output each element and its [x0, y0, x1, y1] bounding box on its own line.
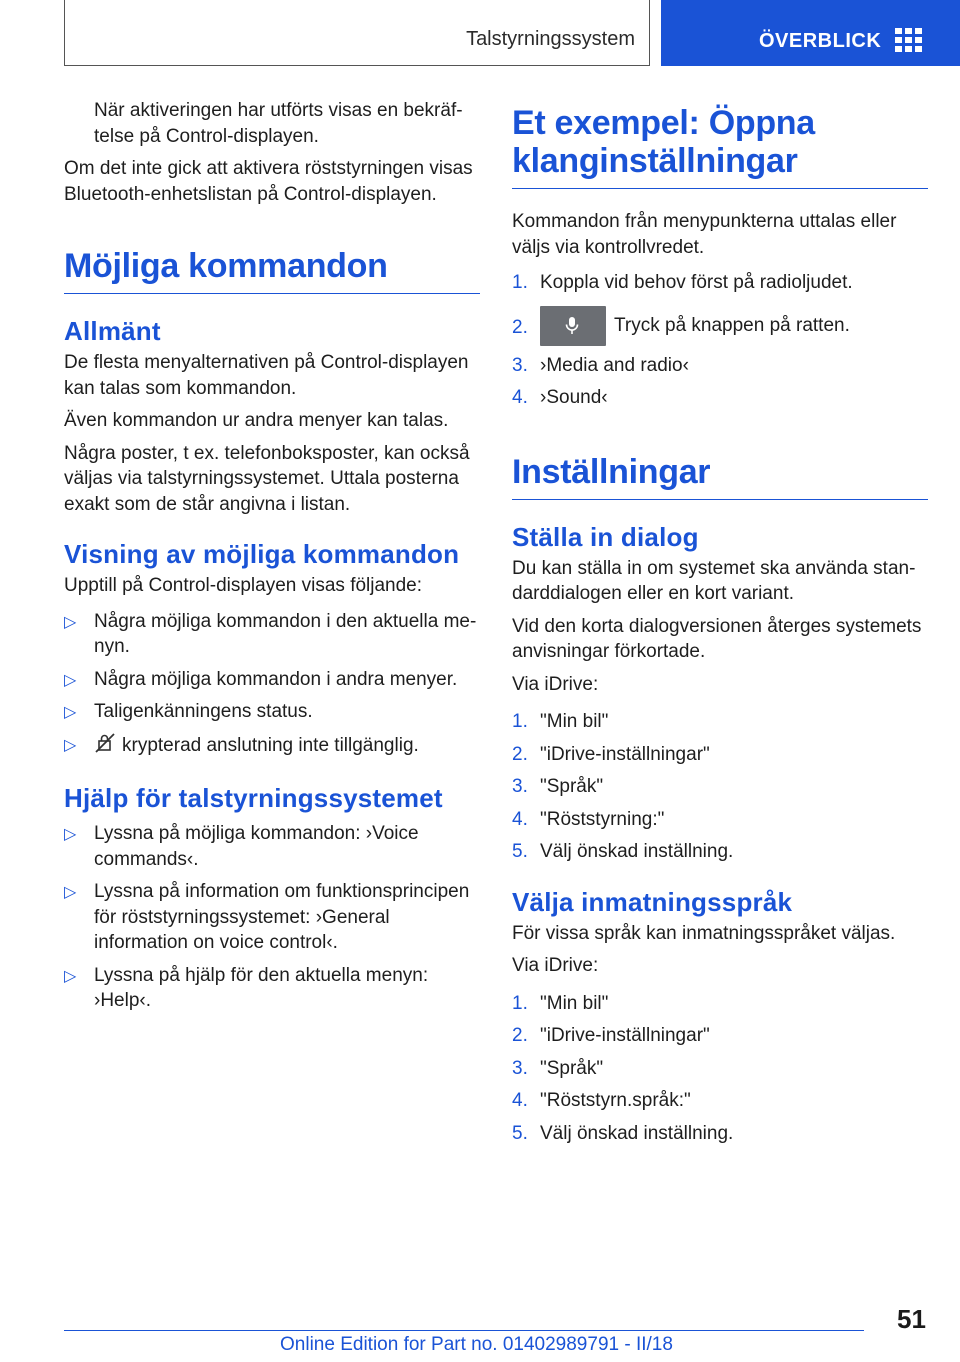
- list-item: ▷ Lyssna på hjälp för den aktuella menyn: ›Help‹.: [64, 964, 429, 1011]
- header-section-box: [64, 0, 650, 66]
- list-item: ▷ Lyssna på information om funktionsprincipen för röststyrningssystemet: ›General information on voice control‹.: [64, 881, 470, 953]
- footer-divider: [64, 1330, 864, 1331]
- paragraph: Även kommandon ur andra menyer kan talas.: [64, 410, 449, 431]
- numbered-item: 1. "Min bil": [512, 992, 609, 1014]
- numbered-item: 1. "Min bil": [512, 711, 609, 732]
- heading-stalla-in-dialog: Ställa in dialog: [512, 521, 699, 552]
- list-item: ▷ Några möjliga kommandon i den aktuella me-nyn.: [64, 610, 477, 657]
- paragraph: Upptill på Control-displayen visas följande:: [64, 575, 423, 596]
- numbered-item: 3. "Språk": [512, 1057, 604, 1079]
- list-item: ▷ Taligenkänningens status.: [64, 699, 480, 725]
- heading-example: Et exempel: Öppna klanginställningar: [512, 98, 928, 189]
- numbered-item: 4. "Röststyrning:": [512, 808, 665, 830]
- paragraph: Du kan ställa in om systemet ska använda stan-darddialogen eller en kort variant.: [512, 557, 916, 604]
- grid-icon: [895, 28, 923, 52]
- list-item: ▷ Lyssna på möjliga kommandon: ›Voice commands‹.: [64, 823, 419, 870]
- triangle-bullet-icon: ▷: [64, 736, 77, 754]
- list-item: ▷ krypterad anslutning inte tillgänglig.: [64, 732, 480, 762]
- paragraph: Kommandon från menypunkterna uttalas eller väljs via kontrollvredet.: [512, 211, 897, 258]
- heading-installningar: Inställningar: [512, 453, 928, 500]
- numbered-item: 3. "Språk": [512, 776, 604, 797]
- unencrypted-connection-icon: [94, 732, 116, 762]
- paragraph: Vid den korta dialogversionen återges systemets anvisningar förkortade.: [512, 615, 922, 662]
- numbered-item: 2. "iDrive-inställningar": [512, 1025, 710, 1046]
- triangle-bullet-icon: ▷: [64, 967, 77, 985]
- heading-allmant: Allmänt: [64, 316, 161, 346]
- triangle-bullet-icon: ▷: [64, 671, 77, 689]
- heading-hjalp: Hjälp för talstyrningssystemet: [64, 783, 443, 813]
- right-column: [512, 98, 928, 1153]
- numbered-item: 4. ›Sound‹: [512, 387, 608, 408]
- triangle-bullet-icon: ▷: [64, 884, 77, 901]
- triangle-bullet-icon: ▷: [64, 704, 77, 721]
- microphone-icon: [565, 316, 579, 336]
- numbered-item: 2. "iDrive-inställningar": [512, 743, 710, 765]
- heading-valja-inmatningssprak: Välja inmatningsspråk: [512, 886, 793, 917]
- paragraph: De flesta menyalternativen på Control-displayen kan talas som kommandon.: [64, 352, 469, 399]
- triangle-bullet-icon: ▷: [64, 826, 77, 843]
- header-tab-overview[interactable]: [661, 0, 960, 66]
- header-section-title: Talstyrningssystem: [466, 28, 635, 50]
- left-column: [64, 98, 480, 1021]
- numbered-item: 3. ›Media and radio‹: [512, 354, 689, 376]
- numbered-item: 2. Tryck på knappen på ratten.: [512, 306, 928, 346]
- footer-edition: Online Edition for Part no. 01402989791 - II/18: [280, 1334, 673, 1355]
- paragraph: För vissa språk kan inmatningsspråket väljas.: [512, 922, 896, 944]
- numbered-item: 5. Välj önskad inställning.: [512, 1122, 734, 1144]
- paragraph: Några poster, t ex. telefonboksposter, kan också väljas via talstyrningssystemet. Uttala posterna exakt som de står angivna i listan.: [64, 442, 470, 515]
- list-item: ▷ Några möjliga kommandon i andra menyer.: [64, 667, 480, 693]
- paragraph: Via iDrive:: [512, 955, 599, 976]
- page-number: 51: [897, 1304, 926, 1334]
- paragraph: När aktiveringen har utförts visas en bekräf-telse på Control-displayen.: [94, 100, 463, 147]
- triangle-bullet-icon: ▷: [64, 613, 77, 631]
- numbered-item: 5. Välj önskad inställning.: [512, 841, 734, 862]
- paragraph: Om det inte gick att aktivera röststyrningen visas Bluetooth-enhetslistan på Control-displayen.: [64, 158, 473, 205]
- heading-mojliga-kommandon: Möjliga kommandon: [64, 247, 480, 294]
- heading-visning: Visning av möjliga kommandon: [64, 539, 460, 569]
- voice-button-image: [540, 306, 606, 346]
- paragraph: Via iDrive:: [512, 673, 599, 695]
- numbered-item: 1. Koppla vid behov först på radioljudet.: [512, 272, 853, 293]
- header-tab-label: ÖVERBLICK: [759, 30, 882, 52]
- numbered-item: 4. "Röststyrn.språk:": [512, 1090, 691, 1111]
